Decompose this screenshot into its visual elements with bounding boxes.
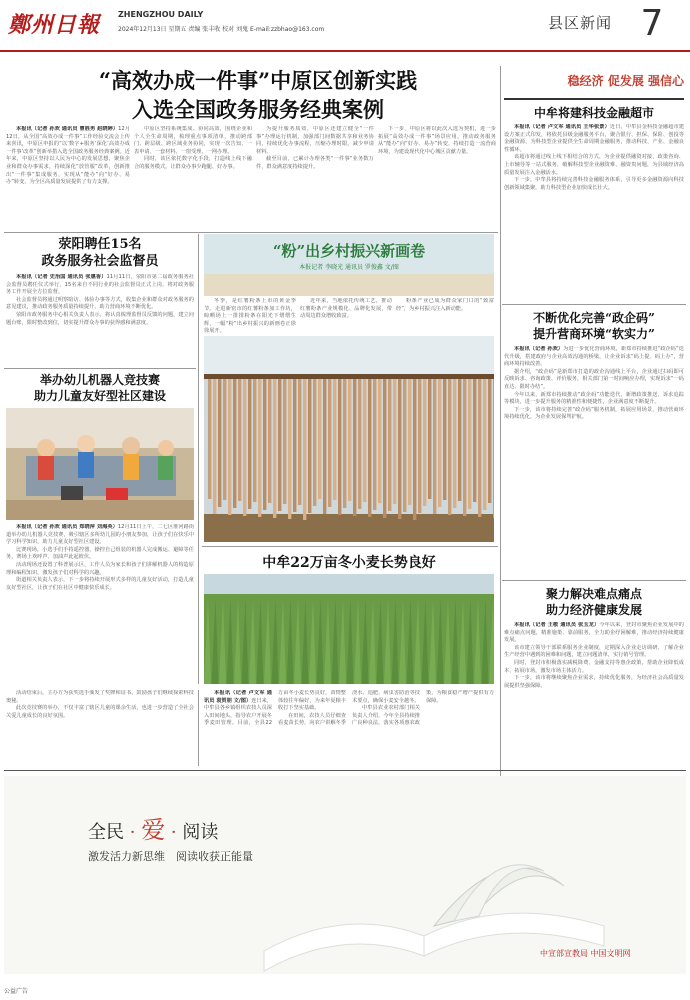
right-mid-headline-line2: 提升营商环境“软实力” (533, 327, 655, 341)
noodle-strand (458, 379, 461, 501)
lead-article-col1 (6, 126, 130, 230)
lead-article-col3: 为提升服务质效，中原区还建立健全“一件事”办理运行机制，加强部门间数据共享和业务协同，持续优化办事流程，压缩办理时限，减少申请材料。 截至目前，已累计办理各类“一件事”业务数万件，群众满意度持续提升。 (256, 126, 374, 170)
noodle-strand (348, 379, 351, 501)
noodle-strand (263, 379, 266, 510)
noodle-strand (423, 379, 426, 506)
noodle-strand (378, 379, 381, 503)
noodle-strand (218, 379, 221, 507)
left-mid-headline-line1: 荥阳聘任15名 (58, 237, 142, 252)
ad-word-quanmin: 全民 (88, 822, 124, 843)
left-low-headline-line1: 举办幼儿机器人竞技赛 (39, 373, 160, 387)
noodle-strand (318, 379, 321, 499)
noodle-strand (243, 379, 246, 516)
right-top-article: 本报讯（记者 卢文军 通讯员 王华张景）近日，中牟县金科技金融超市建设方案正式印发，将依托县级金融服务平台，聚合银行、担保、保险、创投等金融资源，为科技型企业提供全生命周期金融服务，推动科技、产业、金融良性循环。 该超市将通过线上线下相结合的方式，为企业提供融资对接、政策咨询、上市辅导等一站式服务，破解科技型企业融资难、融资贵问题，为县域经济高质量发展注入金融活水。 下一步，中牟县将持续完善科技金融服务体系，引导更多金融资源向科技创新领域集聚，助力科技型企业加快成长壮大。 (504, 124, 684, 191)
noodle-strand (258, 379, 261, 517)
noodle-strand (323, 379, 326, 514)
noodle-strand (353, 379, 356, 516)
noodle-strand (273, 379, 276, 518)
left-continuation: 活动结束后，主办方为获奖选手颁发了奖牌和证书，鼓励孩子们继续探索科技奥秘。 此次竞技赛的举办，不仅丰富了辖区儿童的课余生活，也进一步营造了全社会关爱儿童成长的良好氛围。 (6, 690, 194, 719)
noodle-strand (313, 379, 316, 506)
noodle-strand (303, 379, 306, 520)
center-caption-1: 冬季，是红薯粉条上市的黄金季节。走进新密市的红薯粉条加工作坊，晾晒场上一排排粉条在阳光下熠熠生辉，一幅“粉”出乡村振兴的新画卷正徐徐展开。 (204, 298, 296, 335)
wheat-article: 本报讯（记者 卢文军 通讯员 袁贺朋 文/图）连日来，中牟县各乡镇组织农技人员深入田间地头，指导农户开展冬季麦田管理。目前，全县22万亩冬小麦长势良好，苗情整体较往年偏好，为来年夏粮丰收打下坚实基础。 在田间，农技人员仔细查看麦苗长势，向农户讲解冬季浇水、追肥、病虫害防治等技术要点，确保小麦安全越冬。 中牟县农业农村部门相关负责人介绍，今年全县持续推广良种良法，落实各项惠农政策，为粮食稳产增产提供有力保障。 (204, 690, 494, 727)
noodle-strand (468, 379, 471, 509)
noodle-strand (428, 379, 431, 499)
right-low-headline-line2: 助力经济健康发展 (545, 603, 642, 617)
ad-slogan-line2: 激发活力新思维 阅读收获正能量 (88, 850, 253, 863)
wheat-byline: 本报讯（记者 卢文军 通讯员 袁贺朋 文/图） (204, 690, 272, 704)
noodle-strand (373, 379, 376, 510)
left-mid-article: 本报讯（记者 史治国 通讯员 张惠香）11月11日，荥阳市第二届政务服务社会监督员聘任仪式举行，15名来自不同行业的社会监督员正式上岗，将对政务服务工作开展全方位监督。 社会监督员将通过明察暗访、体验办事等方式，收集企业和群众对政务服务的意见建议，推动政务服务质量持续提升，助力营商环境不断优化。 荥阳市政务服务中心相关负责人表示，将认真梳理监督员反馈的问题，建立问题台账，限时整改到位，切实提升群众办事的获得感和满意度。 (6, 274, 194, 326)
noodle-strand (233, 379, 236, 508)
noodle-strand (358, 379, 361, 509)
column-rule-left (198, 234, 199, 684)
masthead (0, 0, 690, 62)
noodle-strand (363, 379, 366, 502)
right-mid-headline (504, 310, 684, 342)
noodle-strand (213, 379, 216, 514)
lead-headline-line2: 入选全国政务服务经典案例 (132, 97, 384, 122)
noodle-strand (483, 379, 486, 510)
left-low-body: 12月11日上午，二七区淮河路街道举办幼儿机器人竞技赛，吸引辖区多所幼儿园的小朋友参加，让孩子们在快乐中学习科学知识，助力儿童友好型社区建设。 (6, 524, 194, 546)
column-rule-left-low (198, 690, 199, 766)
noodle-strand (488, 379, 491, 503)
noodle-strand (443, 379, 446, 500)
right-low-byline: 本报讯（记者 王敬 通讯员 张玉龙） (514, 622, 600, 628)
noodle-strand (338, 379, 341, 515)
right-mid-body: 为进一步优化营商环境，新郑市持续推进“政企码”迭代升级，搭建政府与企业高效沟通的桥梁，让企业诉求“码上提、码上办”，营商环境持续改善。 (504, 346, 684, 368)
noodle-strand (388, 379, 391, 511)
noodle-strand (493, 379, 494, 518)
reading-ad-panel (4, 776, 686, 974)
left-low-byline: 本报讯（记者 孙欢 通讯员 郑晓萍 刘海英） (16, 524, 118, 530)
noodle-strand (368, 379, 371, 517)
noodle-strand (453, 379, 456, 508)
right-divider-2 (502, 580, 686, 581)
center-caption-3: 粉条产业已成为群众家门口的“致富经”，为乡村振兴注入新动能。 (396, 298, 494, 312)
noodle-strand (473, 379, 476, 502)
noodle-strand (228, 379, 231, 515)
newspaper-logo: 鄭州日報 (8, 12, 101, 38)
ad-slogan-line1: 全民 · 爱 · 阅读 (88, 816, 219, 844)
lead-byline: 本报讯（记者 孙欢 通讯员 曹胜男 赵晓婷） (16, 126, 119, 132)
noodle-strand (238, 379, 241, 501)
center-divider (202, 546, 498, 547)
wheat-field-photo (204, 574, 494, 684)
noodle-strand (278, 379, 281, 511)
lead-headline (28, 66, 488, 124)
noodle-strand (398, 379, 401, 519)
noodle-strand (393, 379, 396, 504)
right-low-headline-line1: 聚力解决难点痛点 (545, 587, 642, 601)
ad-credit: 中宣部宣教局 中国文明网 (540, 949, 631, 958)
newspaper-name-en: ZHENGZHOU DAILY (118, 10, 204, 19)
right-low-body: 今年以来，登封市聚焦企业发展中的难点痛点问题，精准施策、靠前服务，全力助企纾困解难，推动经济持续健康发展。 (504, 622, 684, 644)
noodle-strand (308, 379, 311, 513)
lead-body: 12月12日，从全国“高效办成一件事”工作经验交流会上传来喜讯，中原区申报的“以‘数字+服务’深化‘高效办成一件事’改革”创新举措入选全国政务服务经典案例。近年来，中原区坚持以人民为中心的发展思想，聚焦企业和群众办事需求，持续深化“放管服”改革，创新推出“一件事”集成服务，实现从“能办”向“好办、易办”转变，为全区高质量发展提供了有力支撑。 (6, 126, 130, 186)
left-mid-headline-line2: 政务服务社会监督员 (41, 254, 159, 269)
noodle-strand (413, 379, 416, 520)
center-caption-2: 近年来，当地依托传统工艺，推动红薯粉条产业规模化、品牌化发展，带动周边群众增收致富。 (300, 298, 392, 320)
page-number: 7 (640, 3, 664, 44)
robot-contest-photo (6, 408, 194, 520)
center-banner-byline: 本报记者 李晓光 通讯员 罗俊鑫 文/图 (299, 264, 399, 271)
ad-label: 公益广告 (4, 988, 29, 995)
noodle-strand (333, 379, 336, 500)
noodle-strand (438, 379, 441, 507)
lead-divider (4, 232, 498, 233)
right-low-article: 本报讯（记者 王敬 通讯员 张玉龙）今年以来，登封市聚焦企业发展中的难点痛点问题，精准施策、靠前服务，全力助企纾困解难，推动经济持续健康发展。 该市建立领导干部联系服务企业制度，定期深入企业走访调研，了解企业生产经营中遇到的困难和问题，建立问题清单，实行销号管理。 同时，登封市积极落实减税降费、金融支持等惠企政策，帮助企业降低成本、拓展市场，激发市场主体活力。 下一步，该市将继续聚焦企业需求，持续优化服务，为经济社会高质量发展提供坚强保障。 (504, 622, 684, 689)
noodle-strand (448, 379, 451, 515)
noodle-strand (463, 379, 466, 516)
right-mid-byline: 本报讯（记者 孙欢） (514, 346, 564, 352)
left-low-headline-line2: 助力儿童友好型社区建设 (33, 389, 166, 403)
ad-divider (4, 770, 686, 771)
noodle-strand (343, 379, 346, 508)
left-divider (4, 368, 196, 369)
noodle-drying-illustration (204, 336, 494, 542)
noodle-strand (268, 379, 271, 503)
right-top-body: 近日，中牟县金科技金融超市建设方案正式印发，将依托县级金融服务平台，聚合银行、担保、保险、创投等金融资源，为科技型企业提供全生命周期金融服务，推动科技、产业、金融良性循环。 (504, 124, 684, 153)
noodle-strand (208, 379, 211, 499)
masthead-rule (0, 50, 690, 52)
lead-article-col2: 中原区坚持系统集成、协同高效，围绕企业和个人全生命周期，梳理重点事项清单，推动跨部门、跨层级、跨区域业务协同，实现一次告知、一表申请、一套材料、一窗受理、一网办理。 同时，该区依托数字化手段，打造线上线下融合的服务模式，让群众办事少跑腿、好办事。 (134, 126, 252, 170)
issue-line: 2024年12月13日 星期五 责编 张丰收 校对 刘鬼 E-mail:zzbhao@163.com (118, 26, 325, 33)
wheat-body: 连日来，中牟县各乡镇组织农技人员深入田间地头，指导农户开展冬季麦田管理。目前，全县22万亩冬小麦长势良好，苗情整体较往年偏好，为来年夏粮丰收打下坚实基础。 (204, 690, 346, 727)
noodle-strand (328, 379, 331, 507)
right-low-headline (504, 586, 684, 618)
wheat-headline: 中牟22万亩冬小麦长势良好 (262, 555, 436, 571)
noodle-strand (418, 379, 421, 513)
noodle-strand (403, 379, 406, 512)
right-mid-article: 本报讯（记者 孙欢）为进一步优化营商环境，新郑市持续推进“政企码”迭代升级，搭建政府与企业高效沟通的桥梁，让企业诉求“码上提、码上办”，营商环境持续改善。 据介绍，“政企码”是新郑市打造的政企沟通线上平台，企业通过扫码即可反映诉求、咨询政策、评价服务，相关部门第一时间响应办理，实现诉求“一码直达、限时办结”。 今年以来，新郑市持续推动“政企码”功能迭代，新增政策推送、诉求追踪等模块，进一步提升服务的精准性和便捷性，企业满意度不断提升。 下一步，该市将持续完善“政企码”服务机制，拓展应用场景，推动营商环境持续优化，为企业发展保驾护航。 (504, 346, 684, 421)
lead-article-col4: 下一步，中原区将以此次入选为契机，进一步拓展“高效办成一件事”场景应用，推动政务服务从“能办”向“好办、易办”转变，持续打造一流营商环境，为建设现代化中心城区贡献力量。 (378, 126, 496, 155)
noodle-strand (478, 379, 481, 517)
lead-headline-line1: “高效办成一件事”中原区创新实践 (98, 68, 418, 93)
noodle-strand (223, 379, 226, 500)
left-low-article: 本报讯（记者 孙欢 通讯员 郑晓萍 刘海英）12月11日上午，二七区淮河路街道举办幼儿机器人竞技赛，吸引辖区多所幼儿园的小朋友参加，让孩子们在快乐中学习科学知识，助力儿童友好型社区建设。 比赛现场，小选手们手持遥控器，操控自己组装的机器人完成搬运、避障等任务，赛场上欢呼声、加油声此起彼伏。 活动现场还设置了科普展示区，工作人员为家长和孩子们讲解机器人的构造原理和编程知识，激发孩子们对科学的兴趣。 街道相关负责人表示，下一步将持续开展形式多样的儿童友好活动，打造儿童友好型社区，让孩子们在社区中健康快乐成长。 (6, 524, 194, 591)
noodle-strand (433, 379, 436, 514)
section-title: 县区新闻 (548, 14, 613, 32)
center-banner-title: “粉”出乡村振兴新画卷 (272, 242, 426, 260)
noodle-strand (408, 379, 411, 505)
right-divider-1 (502, 304, 686, 305)
noodle-strand (248, 379, 251, 509)
noodle-strand (288, 379, 291, 519)
right-mid-headline-line1: 不断优化完善“政企码” (533, 311, 655, 325)
noodle-strand (293, 379, 296, 512)
right-top-headline: 中牟将建科技金融超市 (504, 98, 684, 121)
noodle-strand (253, 379, 256, 502)
left-low-headline (6, 372, 194, 404)
wheat-field-illustration (204, 574, 494, 684)
noodle-strand (283, 379, 286, 504)
noodle-strand (383, 379, 386, 518)
noodle-drying-photo (204, 336, 494, 542)
campaign-slogan: 稳经济 促发展 强信心 (567, 74, 684, 88)
right-top-byline: 本报讯（记者 卢文军 通讯员 王华张景） (514, 124, 610, 130)
ad-word-yuedu: 阅读 (182, 822, 219, 843)
noodle-strand (298, 379, 301, 505)
left-mid-byline: 本报讯（记者 史治国 通讯员 张惠香） (16, 274, 107, 280)
ad-word-ai: 爱 (141, 816, 166, 844)
left-mid-headline (6, 236, 194, 270)
left-mid-body: 11月11日，荥阳市第二届政务服务社会监督员聘任仪式举行，15名来自不同行业的社会监督员正式上岗，将对政务服务工作开展全方位监督。 (6, 274, 194, 296)
